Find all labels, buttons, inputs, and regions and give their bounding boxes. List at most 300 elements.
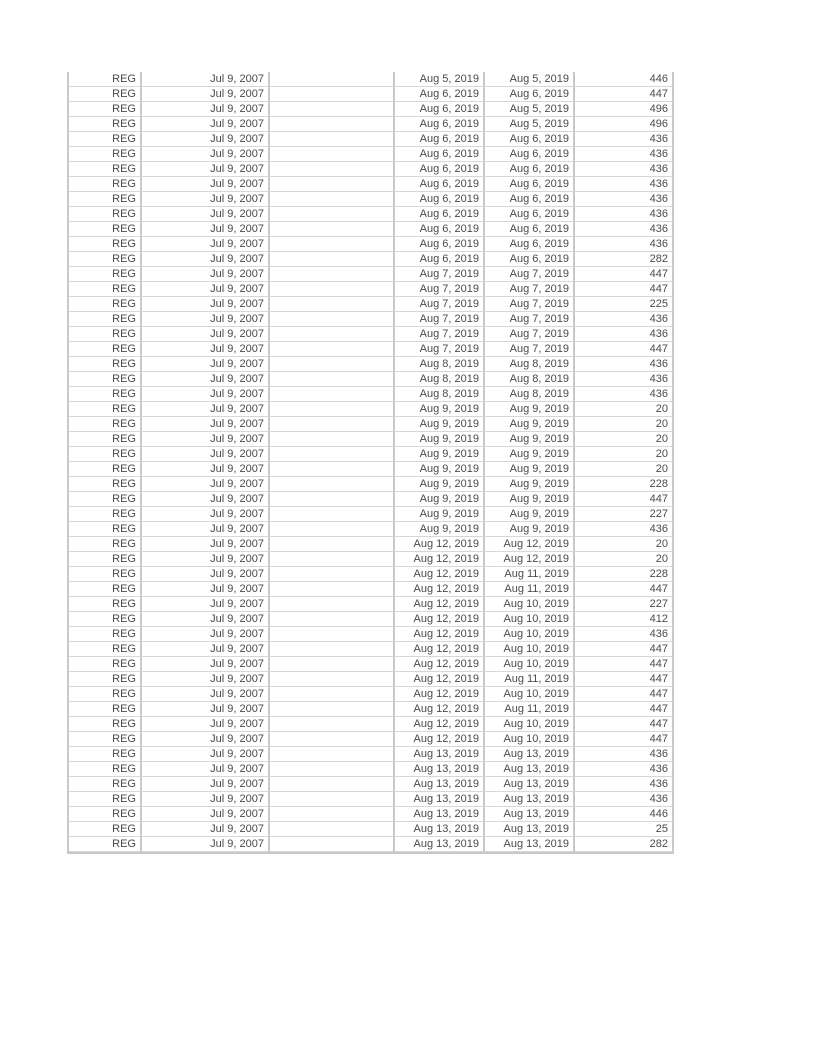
cell-type: REG: [69, 72, 142, 87]
table-row: [69, 507, 674, 522]
cell-type: REG: [69, 282, 142, 297]
cell-type: REG: [69, 207, 142, 222]
cell-end-date: Aug 7, 2019: [485, 297, 575, 312]
cell-value: 447: [575, 657, 674, 672]
cell-type: REG: [69, 237, 142, 252]
table-row: [69, 792, 674, 807]
cell-type: REG: [69, 507, 142, 522]
cell-end-date: Aug 6, 2019: [485, 222, 575, 237]
cell-end-date: Aug 11, 2019: [485, 567, 575, 582]
cell-date: Jul 9, 2007: [142, 642, 270, 657]
cell-blank: [270, 207, 395, 222]
cell-value: 227: [575, 507, 674, 522]
table-row: [69, 492, 674, 507]
table-row: [69, 732, 674, 747]
cell-type: REG: [69, 132, 142, 147]
cell-value: 436: [575, 237, 674, 252]
cell-type: REG: [69, 672, 142, 687]
cell-start-date: Aug 12, 2019: [395, 537, 485, 552]
table-row: [69, 822, 674, 837]
cell-blank: [270, 762, 395, 777]
cell-date: Jul 9, 2007: [142, 432, 270, 447]
cell-value: 436: [575, 312, 674, 327]
cell-start-date: Aug 13, 2019: [395, 807, 485, 822]
cell-value: 436: [575, 132, 674, 147]
cell-value: 20: [575, 537, 674, 552]
cell-date: Jul 9, 2007: [142, 327, 270, 342]
table-row: [69, 627, 674, 642]
table-row: [69, 717, 674, 732]
cell-type: REG: [69, 192, 142, 207]
cell-start-date: Aug 6, 2019: [395, 177, 485, 192]
cell-type: REG: [69, 222, 142, 237]
cell-type: REG: [69, 822, 142, 837]
cell-end-date: Aug 6, 2019: [485, 252, 575, 267]
cell-start-date: Aug 9, 2019: [395, 402, 485, 417]
cell-end-date: Aug 9, 2019: [485, 492, 575, 507]
cell-date: Jul 9, 2007: [142, 747, 270, 762]
cell-blank: [270, 567, 395, 582]
cell-start-date: Aug 12, 2019: [395, 657, 485, 672]
cell-end-date: Aug 6, 2019: [485, 207, 575, 222]
cell-end-date: Aug 10, 2019: [485, 612, 575, 627]
cell-date: Jul 9, 2007: [142, 657, 270, 672]
cell-value: 436: [575, 357, 674, 372]
cell-type: REG: [69, 717, 142, 732]
cell-blank: [270, 387, 395, 402]
cell-value: 20: [575, 402, 674, 417]
table-row: [69, 117, 674, 132]
table-row: [69, 192, 674, 207]
cell-value: 412: [575, 612, 674, 627]
cell-end-date: Aug 10, 2019: [485, 687, 575, 702]
cell-value: 447: [575, 642, 674, 657]
cell-end-date: Aug 11, 2019: [485, 672, 575, 687]
cell-value: 447: [575, 717, 674, 732]
cell-end-date: Aug 9, 2019: [485, 432, 575, 447]
cell-end-date: Aug 11, 2019: [485, 582, 575, 597]
cell-blank: [270, 702, 395, 717]
cell-type: REG: [69, 582, 142, 597]
table-row: [69, 657, 674, 672]
cell-date: Jul 9, 2007: [142, 597, 270, 612]
cell-end-date: Aug 7, 2019: [485, 327, 575, 342]
cell-start-date: Aug 6, 2019: [395, 252, 485, 267]
cell-date: Jul 9, 2007: [142, 807, 270, 822]
table-row: [69, 597, 674, 612]
cell-end-date: Aug 13, 2019: [485, 762, 575, 777]
table-row: [69, 132, 674, 147]
cell-value: 436: [575, 207, 674, 222]
cell-end-date: Aug 6, 2019: [485, 192, 575, 207]
cell-blank: [270, 717, 395, 732]
table-row: [69, 402, 674, 417]
cell-end-date: Aug 11, 2019: [485, 702, 575, 717]
cell-type: REG: [69, 477, 142, 492]
cell-date: Jul 9, 2007: [142, 507, 270, 522]
cell-start-date: Aug 6, 2019: [395, 207, 485, 222]
cell-blank: [270, 147, 395, 162]
cell-end-date: Aug 9, 2019: [485, 447, 575, 462]
cell-type: REG: [69, 597, 142, 612]
cell-start-date: Aug 13, 2019: [395, 777, 485, 792]
table-row: [69, 672, 674, 687]
cell-type: REG: [69, 297, 142, 312]
cell-value: 436: [575, 147, 674, 162]
table-row: [69, 102, 674, 117]
cell-type: REG: [69, 687, 142, 702]
cell-value: 436: [575, 792, 674, 807]
cell-start-date: Aug 6, 2019: [395, 192, 485, 207]
cell-blank: [270, 342, 395, 357]
cell-blank: [270, 492, 395, 507]
table-row: [69, 207, 674, 222]
cell-start-date: Aug 6, 2019: [395, 132, 485, 147]
cell-end-date: Aug 5, 2019: [485, 102, 575, 117]
cell-value: 447: [575, 672, 674, 687]
cell-date: Jul 9, 2007: [142, 177, 270, 192]
cell-start-date: Aug 12, 2019: [395, 612, 485, 627]
cell-value: 228: [575, 567, 674, 582]
cell-value: 447: [575, 267, 674, 282]
cell-blank: [270, 402, 395, 417]
cell-start-date: Aug 9, 2019: [395, 492, 485, 507]
cell-end-date: Aug 7, 2019: [485, 342, 575, 357]
cell-value: 228: [575, 477, 674, 492]
cell-end-date: Aug 6, 2019: [485, 132, 575, 147]
cell-type: REG: [69, 552, 142, 567]
cell-start-date: Aug 6, 2019: [395, 87, 485, 102]
cell-type: REG: [69, 372, 142, 387]
cell-type: REG: [69, 432, 142, 447]
cell-end-date: Aug 10, 2019: [485, 642, 575, 657]
cell-blank: [270, 792, 395, 807]
cell-value: 20: [575, 552, 674, 567]
cell-date: Jul 9, 2007: [142, 552, 270, 567]
cell-type: REG: [69, 417, 142, 432]
cell-blank: [270, 777, 395, 792]
cell-blank: [270, 72, 395, 87]
table-row: [69, 747, 674, 762]
cell-blank: [270, 732, 395, 747]
cell-blank: [270, 117, 395, 132]
spreadsheet-table: [67, 72, 674, 854]
cell-start-date: Aug 13, 2019: [395, 792, 485, 807]
cell-value: 447: [575, 702, 674, 717]
cell-type: REG: [69, 627, 142, 642]
cell-end-date: Aug 7, 2019: [485, 282, 575, 297]
cell-start-date: Aug 8, 2019: [395, 357, 485, 372]
cell-start-date: Aug 12, 2019: [395, 687, 485, 702]
cell-type: REG: [69, 522, 142, 537]
cell-date: Jul 9, 2007: [142, 117, 270, 132]
cell-start-date: Aug 12, 2019: [395, 627, 485, 642]
cell-end-date: Aug 13, 2019: [485, 792, 575, 807]
cell-blank: [270, 687, 395, 702]
table-row: [69, 162, 674, 177]
cell-start-date: Aug 9, 2019: [395, 432, 485, 447]
cell-blank: [270, 657, 395, 672]
cell-date: Jul 9, 2007: [142, 132, 270, 147]
cell-end-date: Aug 9, 2019: [485, 477, 575, 492]
cell-value: 436: [575, 177, 674, 192]
cell-date: Jul 9, 2007: [142, 312, 270, 327]
cell-type: REG: [69, 777, 142, 792]
cell-start-date: Aug 7, 2019: [395, 312, 485, 327]
cell-start-date: Aug 13, 2019: [395, 837, 485, 852]
cell-type: REG: [69, 357, 142, 372]
cell-start-date: Aug 9, 2019: [395, 477, 485, 492]
cell-type: REG: [69, 732, 142, 747]
cell-start-date: Aug 13, 2019: [395, 747, 485, 762]
cell-date: Jul 9, 2007: [142, 372, 270, 387]
cell-start-date: Aug 6, 2019: [395, 237, 485, 252]
cell-type: REG: [69, 267, 142, 282]
cell-value: 225: [575, 297, 674, 312]
cell-start-date: Aug 12, 2019: [395, 642, 485, 657]
table-row: [69, 612, 674, 627]
cell-type: REG: [69, 117, 142, 132]
cell-start-date: Aug 12, 2019: [395, 717, 485, 732]
cell-type: REG: [69, 327, 142, 342]
table-row: [69, 462, 674, 477]
table-row: [69, 372, 674, 387]
table-row: [69, 642, 674, 657]
cell-start-date: Aug 9, 2019: [395, 447, 485, 462]
cell-blank: [270, 177, 395, 192]
cell-start-date: Aug 6, 2019: [395, 117, 485, 132]
cell-date: Jul 9, 2007: [142, 582, 270, 597]
cell-type: REG: [69, 162, 142, 177]
cell-type: REG: [69, 387, 142, 402]
cell-start-date: Aug 9, 2019: [395, 522, 485, 537]
cell-blank: [270, 447, 395, 462]
cell-end-date: Aug 7, 2019: [485, 267, 575, 282]
table-row: [69, 837, 674, 852]
cell-blank: [270, 282, 395, 297]
cell-start-date: Aug 7, 2019: [395, 342, 485, 357]
cell-end-date: Aug 13, 2019: [485, 807, 575, 822]
table-row: [69, 552, 674, 567]
cell-blank: [270, 807, 395, 822]
cell-date: Jul 9, 2007: [142, 732, 270, 747]
cell-date: Jul 9, 2007: [142, 192, 270, 207]
cell-date: Jul 9, 2007: [142, 612, 270, 627]
cell-type: REG: [69, 147, 142, 162]
cell-blank: [270, 822, 395, 837]
cell-start-date: Aug 8, 2019: [395, 387, 485, 402]
cell-end-date: Aug 6, 2019: [485, 177, 575, 192]
cell-end-date: Aug 6, 2019: [485, 147, 575, 162]
table-row: [69, 312, 674, 327]
table-body: [69, 72, 674, 852]
table-row: [69, 237, 674, 252]
cell-date: Jul 9, 2007: [142, 297, 270, 312]
cell-blank: [270, 627, 395, 642]
cell-type: REG: [69, 567, 142, 582]
table-row: [69, 387, 674, 402]
cell-blank: [270, 837, 395, 852]
table-row: [69, 417, 674, 432]
cell-blank: [270, 267, 395, 282]
cell-start-date: Aug 12, 2019: [395, 702, 485, 717]
cell-type: REG: [69, 252, 142, 267]
table-row: [69, 522, 674, 537]
cell-blank: [270, 432, 395, 447]
cell-date: Jul 9, 2007: [142, 792, 270, 807]
cell-blank: [270, 582, 395, 597]
cell-end-date: Aug 8, 2019: [485, 357, 575, 372]
cell-value: 496: [575, 117, 674, 132]
table-row: [69, 252, 674, 267]
cell-blank: [270, 312, 395, 327]
cell-end-date: Aug 6, 2019: [485, 162, 575, 177]
cell-type: REG: [69, 402, 142, 417]
cell-date: Jul 9, 2007: [142, 162, 270, 177]
cell-value: 20: [575, 417, 674, 432]
cell-value: 20: [575, 432, 674, 447]
cell-date: Jul 9, 2007: [142, 672, 270, 687]
cell-date: Jul 9, 2007: [142, 207, 270, 222]
cell-date: Jul 9, 2007: [142, 417, 270, 432]
cell-date: Jul 9, 2007: [142, 447, 270, 462]
cell-date: Jul 9, 2007: [142, 477, 270, 492]
cell-end-date: Aug 13, 2019: [485, 822, 575, 837]
cell-end-date: Aug 12, 2019: [485, 537, 575, 552]
cell-end-date: Aug 8, 2019: [485, 372, 575, 387]
cell-value: 227: [575, 597, 674, 612]
cell-start-date: Aug 12, 2019: [395, 732, 485, 747]
cell-blank: [270, 747, 395, 762]
table-row: [69, 582, 674, 597]
cell-blank: [270, 612, 395, 627]
cell-start-date: Aug 13, 2019: [395, 822, 485, 837]
cell-end-date: Aug 12, 2019: [485, 552, 575, 567]
cell-date: Jul 9, 2007: [142, 492, 270, 507]
cell-start-date: Aug 6, 2019: [395, 162, 485, 177]
cell-date: Jul 9, 2007: [142, 87, 270, 102]
cell-value: 436: [575, 327, 674, 342]
cell-end-date: Aug 9, 2019: [485, 522, 575, 537]
data-table: [67, 72, 674, 854]
table-row: [69, 177, 674, 192]
cell-end-date: Aug 10, 2019: [485, 717, 575, 732]
cell-value: 25: [575, 822, 674, 837]
cell-date: Jul 9, 2007: [142, 147, 270, 162]
cell-end-date: Aug 8, 2019: [485, 387, 575, 402]
cell-start-date: Aug 7, 2019: [395, 267, 485, 282]
cell-blank: [270, 222, 395, 237]
cell-start-date: Aug 12, 2019: [395, 672, 485, 687]
cell-end-date: Aug 9, 2019: [485, 507, 575, 522]
cell-end-date: Aug 9, 2019: [485, 402, 575, 417]
cell-value: 447: [575, 492, 674, 507]
cell-date: Jul 9, 2007: [142, 222, 270, 237]
table-row: [69, 447, 674, 462]
cell-blank: [270, 642, 395, 657]
cell-value: 447: [575, 342, 674, 357]
cell-date: Jul 9, 2007: [142, 837, 270, 852]
cell-type: REG: [69, 312, 142, 327]
cell-start-date: Aug 12, 2019: [395, 567, 485, 582]
cell-date: Jul 9, 2007: [142, 267, 270, 282]
cell-blank: [270, 357, 395, 372]
table-row: [69, 297, 674, 312]
cell-type: REG: [69, 762, 142, 777]
cell-end-date: Aug 10, 2019: [485, 732, 575, 747]
table-row: [69, 87, 674, 102]
cell-start-date: Aug 6, 2019: [395, 147, 485, 162]
cell-value: 436: [575, 777, 674, 792]
cell-type: REG: [69, 462, 142, 477]
cell-start-date: Aug 7, 2019: [395, 282, 485, 297]
cell-start-date: Aug 9, 2019: [395, 417, 485, 432]
cell-type: REG: [69, 837, 142, 852]
cell-date: Jul 9, 2007: [142, 462, 270, 477]
cell-type: REG: [69, 177, 142, 192]
cell-date: Jul 9, 2007: [142, 342, 270, 357]
cell-value: 436: [575, 192, 674, 207]
cell-end-date: Aug 9, 2019: [485, 462, 575, 477]
cell-type: REG: [69, 807, 142, 822]
cell-date: Jul 9, 2007: [142, 282, 270, 297]
cell-value: 20: [575, 447, 674, 462]
cell-blank: [270, 297, 395, 312]
cell-start-date: Aug 6, 2019: [395, 102, 485, 117]
table-row: [69, 267, 674, 282]
cell-end-date: Aug 6, 2019: [485, 87, 575, 102]
cell-value: 496: [575, 102, 674, 117]
cell-value: 20: [575, 462, 674, 477]
cell-end-date: Aug 10, 2019: [485, 657, 575, 672]
cell-value: 436: [575, 387, 674, 402]
cell-value: 447: [575, 282, 674, 297]
cell-type: REG: [69, 747, 142, 762]
cell-end-date: Aug 7, 2019: [485, 312, 575, 327]
cell-value: 282: [575, 837, 674, 852]
cell-start-date: Aug 8, 2019: [395, 372, 485, 387]
cell-blank: [270, 132, 395, 147]
cell-date: Jul 9, 2007: [142, 237, 270, 252]
cell-date: Jul 9, 2007: [142, 762, 270, 777]
cell-blank: [270, 597, 395, 612]
cell-start-date: Aug 9, 2019: [395, 507, 485, 522]
cell-date: Jul 9, 2007: [142, 627, 270, 642]
cell-value: 436: [575, 222, 674, 237]
cell-start-date: Aug 5, 2019: [395, 72, 485, 87]
cell-blank: [270, 417, 395, 432]
table-row: [69, 777, 674, 792]
cell-date: Jul 9, 2007: [142, 387, 270, 402]
cell-blank: [270, 87, 395, 102]
table-row: [69, 762, 674, 777]
table-row: [69, 567, 674, 582]
cell-start-date: Aug 6, 2019: [395, 222, 485, 237]
table-row: [69, 72, 674, 87]
cell-blank: [270, 237, 395, 252]
cell-value: 436: [575, 762, 674, 777]
cell-start-date: Aug 12, 2019: [395, 552, 485, 567]
cell-type: REG: [69, 492, 142, 507]
cell-date: Jul 9, 2007: [142, 822, 270, 837]
cell-value: 436: [575, 162, 674, 177]
cell-start-date: Aug 9, 2019: [395, 462, 485, 477]
table-row: [69, 222, 674, 237]
cell-value: 446: [575, 72, 674, 87]
cell-start-date: Aug 12, 2019: [395, 597, 485, 612]
cell-type: REG: [69, 792, 142, 807]
cell-end-date: Aug 10, 2019: [485, 627, 575, 642]
